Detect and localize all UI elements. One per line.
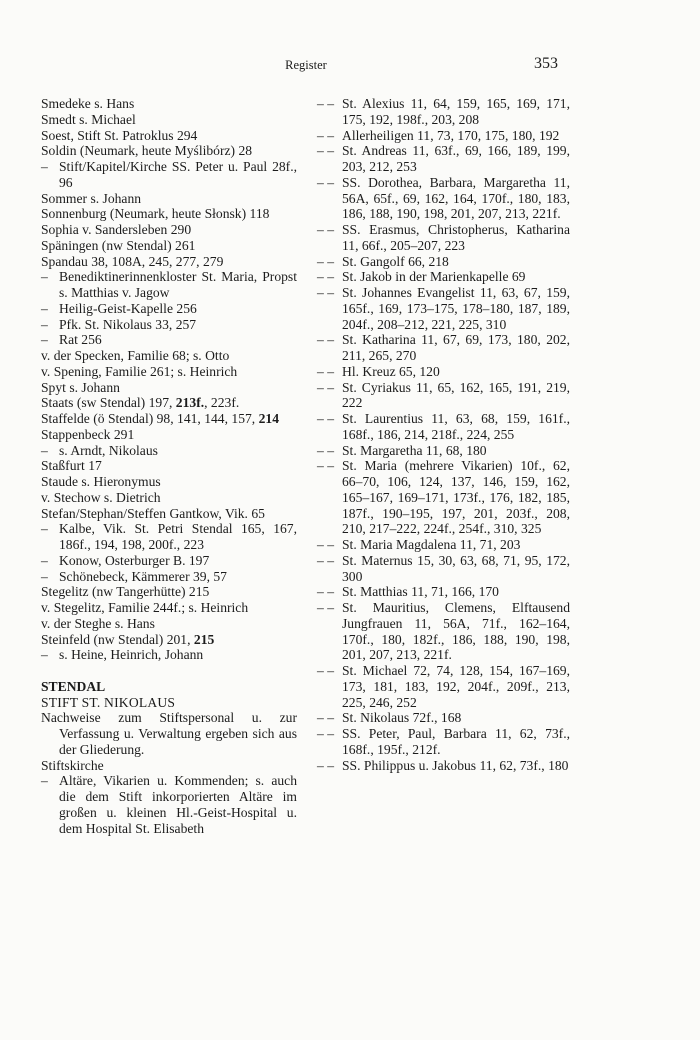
index-entry xyxy=(41,206,297,222)
index-subsubentry xyxy=(317,96,570,128)
index-entry xyxy=(41,506,297,522)
entry-double-dash: – – xyxy=(317,458,334,474)
entry-double-dash: – – xyxy=(317,269,334,285)
index-subsubentry xyxy=(317,726,570,758)
entry-double-dash: – – xyxy=(317,726,334,741)
entry-text: SS. Erasmus, Christopherus, Katharina 11, 66f., 205–207, 223 xyxy=(342,222,570,253)
entry-text: St. Matthias 11, 71, 166, 170 xyxy=(342,584,499,600)
index-subsubentry xyxy=(317,537,570,553)
entry-dash: – xyxy=(41,647,48,663)
entry-text: SS. Philippus u. Jakobus 11, 62, 73f., 180 xyxy=(342,757,569,773)
entry-text: St. Katharina 11, 67, 69, 173, 180, 202, 211, 265, 270 xyxy=(342,332,570,363)
index-entry xyxy=(41,600,297,616)
entry-text: Konow, Osterburger B. 197 xyxy=(59,552,210,568)
index-entry xyxy=(41,710,297,757)
entry-dash: – xyxy=(41,269,48,285)
entry-double-dash: – – xyxy=(317,363,334,379)
index-subsubentry xyxy=(317,663,570,710)
index-entry xyxy=(41,474,297,490)
entry-text: Rat 256 xyxy=(59,332,102,348)
index-subsubentry xyxy=(317,143,570,175)
index-subentry xyxy=(41,301,297,317)
entry-double-dash: – – xyxy=(317,584,334,600)
index-entry xyxy=(41,427,297,443)
index-entry xyxy=(41,191,297,207)
entry-text: Sophia v. Sandersleben 290 xyxy=(41,222,192,237)
entry-text: Spandau 38, 108A, 245, 277, 279 xyxy=(41,253,224,269)
index-subsubentry xyxy=(317,600,570,663)
entry-text: v. der Steghe s. Hans xyxy=(41,615,155,631)
index-subsubentry xyxy=(317,128,570,144)
index-subsubentry xyxy=(317,254,570,270)
index-subsubentry xyxy=(317,758,570,774)
index-subentry xyxy=(41,269,297,301)
entry-text: St. Andreas 11, 63f., 69, 166, 189, 199, 203, 212, 253 xyxy=(342,143,570,174)
entry-text: s. Arndt, Nikolaus xyxy=(59,442,158,458)
index-subsubentry xyxy=(317,411,570,443)
entry-text: Staßfurt 17 xyxy=(41,458,102,474)
entry-double-dash: – – xyxy=(317,285,334,300)
entry-text: St. Margaretha 11, 68, 180 xyxy=(342,442,487,458)
entry-text: s. Heine, Heinrich, Johann xyxy=(59,647,204,663)
entry-double-dash: – – xyxy=(317,710,334,726)
entry-text: v. Spening, Familie 261; s. Heinrich xyxy=(41,363,238,379)
entry-text: Smedeke s. Hans xyxy=(41,96,135,111)
index-subsubentry xyxy=(317,584,570,600)
entry-text: SS. Peter, Paul, Barbara 11, 62, 73f., 168f., 195f., 212f. xyxy=(342,726,570,757)
entry-double-dash: – – xyxy=(317,332,334,348)
entry-double-dash: – – xyxy=(317,127,334,143)
index-subsubentry xyxy=(317,553,570,585)
entry-text: Allerheiligen 11, 73, 170, 175, 180, 192 xyxy=(342,127,560,143)
entry-text: Soest, Stift St. Patroklus 294 xyxy=(41,127,198,143)
entry-text: Soldin (Neumark, heute Myślibórz) 28 xyxy=(41,143,253,159)
entry-text: St. Mauritius, Clemens, Elftausend Jungfrauen 11, 56A, 71f., 162–164, 170f., 180, 182f., 186, 188, 190, 198, 201, 207, 213, 221f. xyxy=(342,600,570,663)
entry-text: St. Cyriakus 11, 65, 162, 165, 191, 219, 222 xyxy=(342,379,570,411)
entry-text: Stegelitz (nw Tangerhütte) 215 xyxy=(41,584,210,600)
index-entry xyxy=(41,632,297,648)
entry-text: Steinfeld (nw Stendal) 201, xyxy=(41,631,194,647)
entry-text: Stift/Kapitel/Kirche SS. Peter u. Paul 28f., 96 xyxy=(59,159,297,190)
index-subentry xyxy=(41,553,297,569)
index-entry xyxy=(41,222,297,238)
entry-double-dash: – – xyxy=(317,757,334,773)
entry-text: St. Michael 72, 74, 128, 154, 167–169, 173, 181, 183, 192, 204f., 209f., 213, 225, 246, 252 xyxy=(342,663,570,710)
section-heading: STENDAL xyxy=(41,678,106,694)
index-subsubentry xyxy=(317,380,570,412)
index-entry xyxy=(41,458,297,474)
entry-text: Stefan/Stephan/Steffen Gantkow, Vik. 65 xyxy=(41,505,265,521)
entry-double-dash: – – xyxy=(317,552,334,568)
entry-double-dash: – – xyxy=(317,537,334,552)
entry-double-dash: – – xyxy=(317,442,334,458)
entry-dash: – xyxy=(41,521,48,537)
entry-dash: – xyxy=(41,568,48,584)
index-subsubentry xyxy=(317,332,570,364)
entry-text: Sonnenburg (Neumark, heute Słonsk) 118 xyxy=(41,206,270,222)
entry-double-dash: – – xyxy=(317,96,334,111)
index-entry xyxy=(41,112,297,128)
entry-text: Staffelde (ö Stendal) 98, 141, 144, 157, xyxy=(41,411,259,426)
entry-double-dash: – – xyxy=(317,143,334,159)
left-index-column xyxy=(41,96,297,836)
index-subsubentry xyxy=(317,222,570,254)
index-entry xyxy=(41,584,297,600)
entry-double-dash: – – xyxy=(317,663,334,678)
entry-text: Pfk. St. Nikolaus 33, 257 xyxy=(59,316,197,332)
entry-text-continued: , 223f. xyxy=(204,395,240,411)
index-entry xyxy=(41,348,297,364)
entry-double-dash: – – xyxy=(317,411,334,426)
running-header xyxy=(0,55,700,78)
entry-text: v. Stechow s. Dietrich xyxy=(41,489,161,505)
index-entry xyxy=(41,411,297,427)
index-subentry xyxy=(41,647,297,663)
index-subsubentry xyxy=(317,269,570,285)
right-index-column xyxy=(317,96,570,773)
entry-text: St. Maria (mehrere Vikarien) 10f., 62, 66–70, 106, 124, 137, 146, 159, 162, 165–167, 169–171, 173f., 176, 182, 185, 187f., 190–195, 197, 201, 203f., 208, 210, 217–222, 224f., 254f., 310, 325 xyxy=(342,458,570,537)
entry-dash: – xyxy=(41,332,48,348)
entry-text: Stiftskirche xyxy=(41,757,104,773)
entry-text: St. Alexius 11, 64, 159, 165, 169, 171, 175, 192, 198f., 203, 208 xyxy=(342,96,570,127)
entry-text: Späningen (nw Stendal) 261 xyxy=(41,237,196,253)
index-entry xyxy=(41,490,297,506)
index-entry xyxy=(41,395,297,411)
entry-text: St. Nikolaus 72f., 168 xyxy=(342,710,462,726)
index-entry xyxy=(41,616,297,632)
index-subsubentry xyxy=(317,710,570,726)
entry-dash: – xyxy=(41,316,48,332)
entry-dash: – xyxy=(41,552,48,568)
index-subentry xyxy=(41,159,297,191)
index-subsubentry xyxy=(317,285,570,332)
entry-double-dash: – – xyxy=(317,600,334,615)
entry-text: St. Johannes Evangelist 11, 63, 67, 159, 165f., 169, 173–175, 178–180, 187, 189, 204f., 208–212, 221, 225, 310 xyxy=(342,285,570,332)
entry-text: SS. Dorothea, Barbara, Margaretha 11, 56A, 65f., 69, 162, 164, 170f., 180, 183, 186, 188, 190, 198, 201, 207, 213, 221f. xyxy=(342,174,570,222)
entry-text: Spyt s. Johann xyxy=(41,379,120,395)
entry-text: Staude s. Hieronymus xyxy=(41,474,161,489)
entry-double-dash: – – xyxy=(317,222,334,237)
entry-text: v. Stegelitz, Familie 244f.; s. Heinrich xyxy=(41,600,249,615)
entry-text: Benediktinerinnenkloster St. Maria, Propst s. Matthias v. Jagow xyxy=(59,269,297,300)
entry-text: St. Laurentius 11, 63, 68, 159, 161f., 168f., 186, 214, 218f., 224, 255 xyxy=(342,411,570,442)
entry-dash: – xyxy=(41,300,48,316)
index-subentry xyxy=(41,569,297,585)
entry-double-dash: – – xyxy=(317,379,334,395)
entry-text: Altäre, Vikarien u. Kommenden; s. auch die dem Stift inkorporierten Altäre im großen u. kleinen Hl.-Geist-Hospital u. dem Hospital St. Elisabeth xyxy=(59,773,297,836)
entry-text: Staats (sw Stendal) 197, xyxy=(41,395,176,411)
entry-text: Kalbe, Vik. St. Petri Stendal 165, 167, 186f., 194, 198, 200f., 223 xyxy=(59,521,297,552)
entry-text: Stappenbeck 291 xyxy=(41,426,135,442)
index-entry xyxy=(41,364,297,380)
index-entry xyxy=(41,238,297,254)
entry-text: St. Maria Magdalena 11, 71, 203 xyxy=(342,537,521,552)
entry-text: Smedt s. Michael xyxy=(41,111,136,127)
index-subsubentry xyxy=(317,364,570,380)
index-entry xyxy=(41,128,297,144)
index-subsubentry xyxy=(317,458,570,537)
entry-text: Schönebeck, Kämmerer 39, 57 xyxy=(59,568,227,584)
entry-text: St. Gangolf 66, 218 xyxy=(342,253,449,269)
entry-text: Heilig-Geist-Kapelle 256 xyxy=(59,300,197,316)
index-subentry xyxy=(41,521,297,553)
entry-text: St. Maternus 15, 30, 63, 68, 71, 95, 172, 300 xyxy=(342,552,570,584)
index-entry xyxy=(41,143,297,159)
entry-main-reference: 213f. xyxy=(175,395,205,411)
entry-text: St. Jakob in der Marienkapelle 69 xyxy=(342,269,526,285)
entry-double-dash: – – xyxy=(317,253,334,269)
entry-dash: – xyxy=(41,442,48,458)
index-entry xyxy=(41,380,297,396)
index-subentry xyxy=(41,317,297,333)
index-entry xyxy=(41,758,297,774)
index-subsubentry xyxy=(317,175,570,222)
index-entry xyxy=(41,96,297,112)
entry-text: Sommer s. Johann xyxy=(41,190,142,206)
entry-double-dash: – – xyxy=(317,174,334,190)
entry-dash: – xyxy=(41,159,48,174)
index-subentry xyxy=(41,443,297,459)
entry-dash: – xyxy=(41,773,48,789)
section-subheading: STIFT ST. NIKOLAUS xyxy=(41,694,176,710)
entry-main-reference: 215 xyxy=(193,631,215,647)
entry-text: v. der Specken, Familie 68; s. Otto xyxy=(41,348,230,363)
index-entry xyxy=(41,254,297,270)
entry-text: Hl. Kreuz 65, 120 xyxy=(342,363,440,379)
index-subentry xyxy=(41,332,297,348)
page-number: 353 xyxy=(534,55,558,72)
index-subsubentry xyxy=(317,443,570,459)
section-gap xyxy=(41,663,297,679)
index-subentry xyxy=(41,773,297,836)
running-title: Register xyxy=(285,58,327,72)
entry-text: Nachweise zum Stiftspersonal u. zur Verfassung u. Verwaltung ergeben sich aus der Gliederung. xyxy=(41,710,297,757)
entry-main-reference: 214 xyxy=(258,411,279,426)
